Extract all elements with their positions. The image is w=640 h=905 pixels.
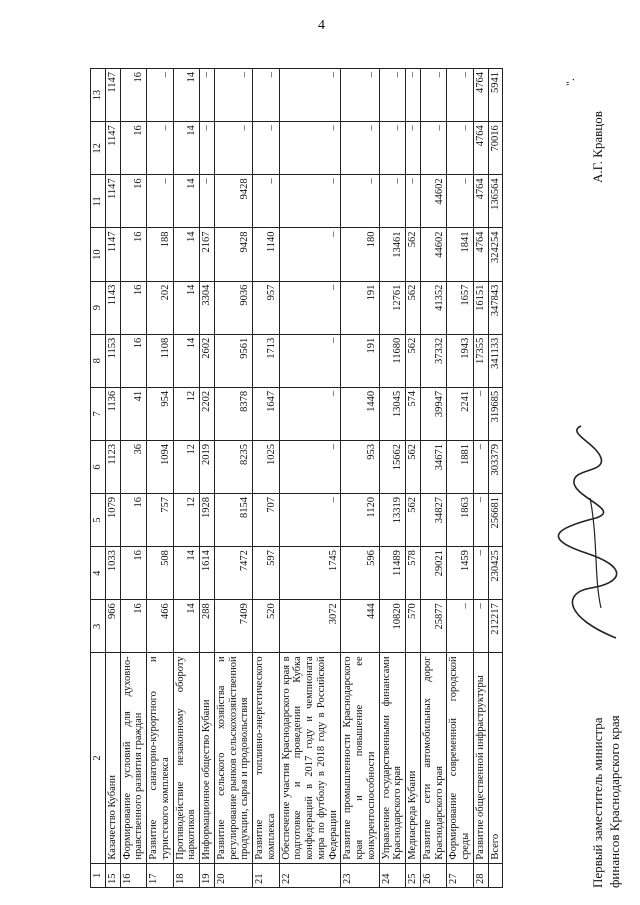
value-cell: – xyxy=(279,281,341,334)
value-cell: 256681 xyxy=(488,494,503,547)
value-cell: – xyxy=(379,122,406,175)
value-cell: 41 xyxy=(120,387,147,440)
signatory-title-line2: финансов Краснодарского края xyxy=(606,715,622,888)
value-cell: – xyxy=(279,440,341,493)
signatory-title xyxy=(590,715,624,888)
table-row xyxy=(447,69,474,888)
table-row xyxy=(200,69,215,888)
table-row xyxy=(253,69,280,888)
value-cell: 1136 xyxy=(105,387,120,440)
value-cell: 16 xyxy=(120,122,147,175)
value-cell: 303379 xyxy=(488,440,503,493)
table-row xyxy=(379,69,406,888)
header-cell: 4 xyxy=(91,547,106,600)
value-cell: – xyxy=(473,547,488,600)
value-cell: 562 xyxy=(406,334,421,387)
header-cell: 8 xyxy=(91,334,106,387)
value-cell: 11680 xyxy=(379,334,406,387)
value-cell: 324254 xyxy=(488,228,503,281)
value-cell: 520 xyxy=(253,600,280,653)
header-cell: 9 xyxy=(91,281,106,334)
header-cell: 5 xyxy=(91,494,106,547)
value-cell: – xyxy=(379,69,406,122)
value-cell: 34827 xyxy=(420,494,447,547)
value-cell: 8154 xyxy=(214,494,252,547)
value-cell: 2202 xyxy=(200,387,215,440)
program-name: Казачество Кубани xyxy=(105,653,120,863)
value-cell: 36 xyxy=(120,440,147,493)
value-cell: – xyxy=(379,175,406,228)
header-cell: 12 xyxy=(91,122,106,175)
value-cell: 4764 xyxy=(473,175,488,228)
value-cell: 1713 xyxy=(253,334,280,387)
program-name: Обеспечение участия Краснодарского края в подготовке и проведении Кубка конфедераций в 2017 году и чемпионата мира по футболу в 2018 году в Российской Федерации xyxy=(279,653,341,863)
program-name: Противодействие незаконному обороту наркотиков xyxy=(173,653,200,863)
header-cell: 10 xyxy=(91,228,106,281)
value-cell: 44602 xyxy=(420,228,447,281)
header-cell: 13 xyxy=(91,69,106,122)
program-name: Формирование условий для духовно-нравственного развития граждан xyxy=(120,653,147,863)
value-cell: 4764 xyxy=(473,122,488,175)
value-cell: 13461 xyxy=(379,228,406,281)
program-name: Развитие промышленности Краснодарского края и повышение ее конкурентоспособности xyxy=(341,653,379,863)
value-cell: 9428 xyxy=(214,228,252,281)
value-cell: 8235 xyxy=(214,440,252,493)
value-cell: 953 xyxy=(341,440,379,493)
row-number: 21 xyxy=(253,863,280,887)
value-cell: – xyxy=(420,69,447,122)
value-cell: 14 xyxy=(173,122,200,175)
value-cell: 25877 xyxy=(420,600,447,653)
value-cell: 10820 xyxy=(379,600,406,653)
value-cell: – xyxy=(253,122,280,175)
value-cell: 1079 xyxy=(105,494,120,547)
row-number: 24 xyxy=(379,863,406,887)
program-name: Развитие топливно-энергетического комплекса xyxy=(253,653,280,863)
value-cell: 191 xyxy=(341,281,379,334)
value-cell: – xyxy=(279,175,341,228)
program-name: Информационное общество Кубани xyxy=(200,653,215,863)
value-cell: 562 xyxy=(406,494,421,547)
program-name: Управление государственными финансами Краснодарского края xyxy=(379,653,406,863)
value-cell: – xyxy=(447,122,474,175)
value-cell: 1440 xyxy=(341,387,379,440)
value-cell: 597 xyxy=(253,547,280,600)
value-cell: 1108 xyxy=(147,334,174,387)
value-cell: 444 xyxy=(341,600,379,653)
row-number: 22 xyxy=(279,863,341,887)
value-cell: 9428 xyxy=(214,175,252,228)
value-cell: 16 xyxy=(120,334,147,387)
table-row xyxy=(473,69,488,888)
value-cell: 1863 xyxy=(447,494,474,547)
value-cell: 14 xyxy=(173,281,200,334)
value-cell: 191 xyxy=(341,334,379,387)
value-cell: – xyxy=(253,175,280,228)
value-cell: 562 xyxy=(406,281,421,334)
value-cell: 508 xyxy=(147,547,174,600)
value-cell: 1153 xyxy=(105,334,120,387)
value-cell: 16 xyxy=(120,547,147,600)
value-cell: 1841 xyxy=(447,228,474,281)
value-cell: 13045 xyxy=(379,387,406,440)
value-cell: 1033 xyxy=(105,547,120,600)
table-row xyxy=(341,69,379,888)
value-cell: – xyxy=(447,600,474,653)
budget-table xyxy=(90,68,503,888)
value-cell: 562 xyxy=(406,228,421,281)
value-cell: 3304 xyxy=(200,281,215,334)
value-cell: 288 xyxy=(200,600,215,653)
value-cell: 29021 xyxy=(420,547,447,600)
value-cell: 2019 xyxy=(200,440,215,493)
value-cell: – xyxy=(279,494,341,547)
value-cell: 1143 xyxy=(105,281,120,334)
row-number: 26 xyxy=(420,863,447,887)
value-cell: 1614 xyxy=(200,547,215,600)
program-name: Формирование современной городской среды xyxy=(447,653,474,863)
value-cell: 34671 xyxy=(420,440,447,493)
value-cell: 37332 xyxy=(420,334,447,387)
value-cell: – xyxy=(341,69,379,122)
row-number: 23 xyxy=(341,863,379,887)
row-number xyxy=(488,863,503,887)
signatory-name: А.Г. Кравцов xyxy=(590,111,605,183)
value-cell: 212217 xyxy=(488,600,503,653)
value-cell: 1120 xyxy=(341,494,379,547)
value-cell: – xyxy=(406,175,421,228)
value-cell: 1140 xyxy=(253,228,280,281)
value-cell: 11489 xyxy=(379,547,406,600)
value-cell: 70016 xyxy=(488,122,503,175)
value-cell: – xyxy=(420,122,447,175)
value-cell: 9036 xyxy=(214,281,252,334)
value-cell: 1147 xyxy=(105,69,120,122)
value-cell: 1094 xyxy=(147,440,174,493)
value-cell: 14 xyxy=(173,175,200,228)
header-cell: 11 xyxy=(91,175,106,228)
program-name: Медиасреда Кубани xyxy=(406,653,421,863)
value-cell: 1943 xyxy=(447,334,474,387)
table-row xyxy=(105,69,120,888)
value-cell: 954 xyxy=(147,387,174,440)
closing-quote: ". xyxy=(563,78,577,86)
value-cell: – xyxy=(473,440,488,493)
value-cell: 1025 xyxy=(253,440,280,493)
header-cell: 6 xyxy=(91,440,106,493)
value-cell: – xyxy=(147,122,174,175)
value-cell: 341133 xyxy=(488,334,503,387)
value-cell: 578 xyxy=(406,547,421,600)
value-cell: – xyxy=(147,175,174,228)
value-cell: 14 xyxy=(173,69,200,122)
value-cell: 7409 xyxy=(214,600,252,653)
value-cell: – xyxy=(279,122,341,175)
value-cell: 1657 xyxy=(447,281,474,334)
header-cell: 1 xyxy=(91,863,106,887)
value-cell: – xyxy=(279,69,341,122)
value-cell: – xyxy=(473,494,488,547)
value-cell: – xyxy=(341,175,379,228)
value-cell: 2241 xyxy=(447,387,474,440)
value-cell: 15662 xyxy=(379,440,406,493)
value-cell: 1459 xyxy=(447,547,474,600)
program-name: Развитие сельского хозяйства и регулирование рынков сельскохозяйственной продукции, сырья и продовольствия xyxy=(214,653,252,863)
value-cell: 16151 xyxy=(473,281,488,334)
value-cell: – xyxy=(473,387,488,440)
row-number: 27 xyxy=(447,863,474,887)
value-cell: 14 xyxy=(173,547,200,600)
header-cell: 2 xyxy=(91,653,106,863)
value-cell: 188 xyxy=(147,228,174,281)
value-cell: 1147 xyxy=(105,175,120,228)
table-row xyxy=(406,69,421,888)
value-cell: 1881 xyxy=(447,440,474,493)
value-cell: 41352 xyxy=(420,281,447,334)
row-number: 25 xyxy=(406,863,421,887)
value-cell: 16 xyxy=(120,69,147,122)
value-cell: – xyxy=(214,69,252,122)
value-cell: – xyxy=(279,334,341,387)
value-cell: 4764 xyxy=(473,228,488,281)
row-number: 20 xyxy=(214,863,252,887)
table-row xyxy=(488,69,503,888)
value-cell: 1147 xyxy=(105,228,120,281)
value-cell: – xyxy=(473,600,488,653)
value-cell: 136564 xyxy=(488,175,503,228)
value-cell: 16 xyxy=(120,281,147,334)
value-cell: 966 xyxy=(105,600,120,653)
value-cell: – xyxy=(341,122,379,175)
table-row xyxy=(214,69,252,888)
value-cell: 230425 xyxy=(488,547,503,600)
value-cell: 7472 xyxy=(214,547,252,600)
table-row xyxy=(279,69,341,888)
value-cell: – xyxy=(406,69,421,122)
value-cell: 16 xyxy=(120,600,147,653)
value-cell: 12761 xyxy=(379,281,406,334)
signatory-title-line1: Первый заместитель министра xyxy=(590,717,605,888)
value-cell: 596 xyxy=(341,547,379,600)
row-number: 28 xyxy=(473,863,488,887)
table-row xyxy=(147,69,174,888)
table-row xyxy=(120,69,147,888)
value-cell: 707 xyxy=(253,494,280,547)
value-cell: 44602 xyxy=(420,175,447,228)
value-cell: 1123 xyxy=(105,440,120,493)
value-cell: – xyxy=(147,69,174,122)
page-number: 4 xyxy=(318,18,325,33)
program-name: Развитие сети автомобильных дорог Краснодарского края xyxy=(420,653,447,863)
value-cell: 319685 xyxy=(488,387,503,440)
value-cell: – xyxy=(279,228,341,281)
value-cell: 17355 xyxy=(473,334,488,387)
value-cell: 16 xyxy=(120,175,147,228)
value-cell: 14 xyxy=(173,600,200,653)
value-cell: 5941 xyxy=(488,69,503,122)
value-cell: 180 xyxy=(341,228,379,281)
value-cell: 12 xyxy=(173,440,200,493)
value-cell: 3072 xyxy=(279,600,341,653)
value-cell: 39947 xyxy=(420,387,447,440)
table-row xyxy=(173,69,200,888)
row-number: 19 xyxy=(200,863,215,887)
value-cell: 12 xyxy=(173,494,200,547)
header-cell: 3 xyxy=(91,600,106,653)
rotated-page-content xyxy=(90,68,640,888)
value-cell: 1147 xyxy=(105,122,120,175)
value-cell: 8378 xyxy=(214,387,252,440)
value-cell: 574 xyxy=(406,387,421,440)
value-cell: 12 xyxy=(173,387,200,440)
header-row xyxy=(91,69,106,888)
table-row xyxy=(420,69,447,888)
value-cell: – xyxy=(447,175,474,228)
value-cell: 1928 xyxy=(200,494,215,547)
value-cell: 4764 xyxy=(473,69,488,122)
value-cell: – xyxy=(253,69,280,122)
value-cell: – xyxy=(200,175,215,228)
value-cell: 347843 xyxy=(488,281,503,334)
value-cell: 9561 xyxy=(214,334,252,387)
value-cell: 2167 xyxy=(200,228,215,281)
program-name: Развитие общественной инфраструктуры xyxy=(473,653,488,863)
row-number: 15 xyxy=(105,863,120,887)
value-cell: 16 xyxy=(120,228,147,281)
value-cell: 1745 xyxy=(279,547,341,600)
program-name: Всего xyxy=(488,653,503,863)
value-cell: – xyxy=(214,122,252,175)
value-cell: – xyxy=(200,122,215,175)
value-cell: – xyxy=(279,387,341,440)
handwritten-signature xyxy=(546,418,636,648)
value-cell: 14 xyxy=(173,334,200,387)
value-cell: 570 xyxy=(406,600,421,653)
value-cell: 466 xyxy=(147,600,174,653)
value-cell: – xyxy=(406,122,421,175)
row-number: 16 xyxy=(120,863,147,887)
value-cell: 13319 xyxy=(379,494,406,547)
value-cell: 16 xyxy=(120,494,147,547)
value-cell: 957 xyxy=(253,281,280,334)
value-cell: 14 xyxy=(173,228,200,281)
value-cell: 1647 xyxy=(253,387,280,440)
value-cell: 2602 xyxy=(200,334,215,387)
value-cell: – xyxy=(200,69,215,122)
header-cell: 7 xyxy=(91,387,106,440)
row-number: 18 xyxy=(173,863,200,887)
value-cell: – xyxy=(447,69,474,122)
value-cell: 757 xyxy=(147,494,174,547)
row-number: 17 xyxy=(147,863,174,887)
program-name: Развитие санаторно-курортного и туристского комплекса xyxy=(147,653,174,863)
value-cell: 202 xyxy=(147,281,174,334)
value-cell: 562 xyxy=(406,440,421,493)
